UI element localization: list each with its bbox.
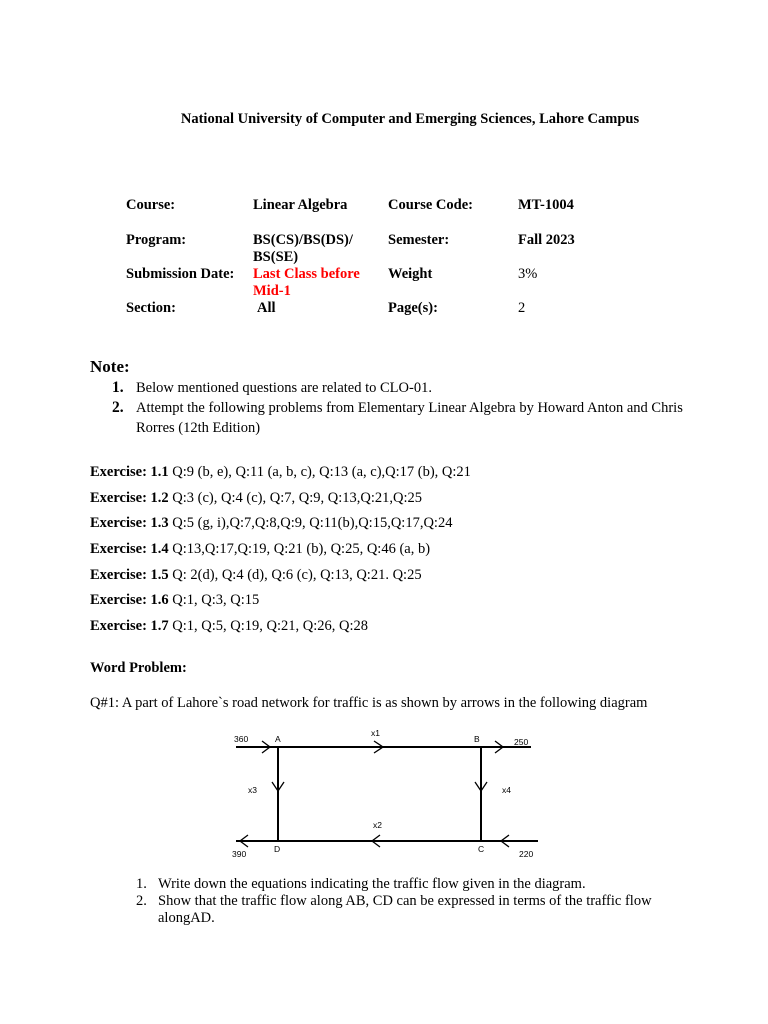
sub-question-list — [136, 876, 676, 927]
exercise-questions: Q:1, Q:3, Q:15 — [172, 592, 260, 609]
exercise-row — [90, 488, 710, 514]
submission-date-value-line1: Last Class before — [253, 266, 360, 282]
weight-value: 3% — [518, 266, 538, 282]
course-code-label: Course Code: — [388, 197, 473, 213]
program-label: Program: — [126, 232, 187, 248]
exercise-row — [90, 590, 710, 616]
note-list — [112, 378, 692, 438]
pages-value: 2 — [518, 300, 526, 316]
exercise-questions: Q:3 (c), Q:4 (c), Q:7, Q:9, Q:13,Q:21,Q:25 — [172, 489, 422, 506]
note-item-text: Attempt the following problems from Elementary Linear Algebra by Howard Anton and Chris Rorres (12th Edition) — [136, 400, 683, 436]
course-code-value: MT-1004 — [518, 197, 574, 213]
label-outflow-b: 250 — [514, 737, 529, 747]
semester-value: Fall 2023 — [518, 232, 575, 248]
weight-label: Weight — [388, 266, 433, 282]
traffic-network-diagram — [228, 724, 540, 864]
label-inflow-a: 360 — [234, 734, 249, 744]
note-item — [112, 398, 692, 438]
exercise-label: Exercise: 1.5 — [90, 566, 169, 583]
label-node-b: B — [474, 734, 480, 744]
label-x1: x1 — [371, 728, 380, 738]
exercise-row — [90, 539, 710, 565]
exercise-label: Exercise: 1.7 — [90, 618, 169, 635]
exercise-questions: Q:13,Q:17,Q:19, Q:21 (b), Q:25, Q:46 (a, b) — [172, 541, 431, 558]
submission-date-label: Submission Date: — [126, 266, 235, 282]
sub-question-text: Write down the equations indicating the traffic flow given in the diagram. — [158, 876, 586, 892]
sub-question-number: 2. — [136, 893, 147, 909]
program-value-line1: BS(CS)/BS(DS)/ — [253, 232, 353, 248]
sub-question-item — [136, 893, 676, 927]
semester-label: Semester: — [388, 232, 450, 248]
page-title: National University of Computer and Emerging Sciences, Lahore Campus — [180, 111, 640, 127]
note-item-number: 2. — [112, 399, 124, 416]
exercise-row — [90, 513, 710, 539]
note-item-number: 1. — [112, 379, 124, 396]
sub-question-number: 1. — [136, 876, 147, 892]
exercise-row — [90, 565, 710, 591]
note-item — [112, 378, 692, 398]
exercise-label: Exercise: 1.2 — [90, 489, 169, 506]
exercise-label: Exercise: 1.4 — [90, 541, 169, 558]
label-node-a: A — [275, 734, 281, 744]
label-outflow-d: 390 — [232, 849, 247, 859]
pages-label: Page(s): — [388, 300, 438, 316]
exercise-row — [90, 616, 710, 642]
exercise-questions: Q: 2(d), Q:4 (d), Q:6 (c), Q:13, Q:21. Q:25 — [172, 566, 422, 583]
exercise-label: Exercise: 1.3 — [90, 515, 169, 532]
sub-question-item — [136, 876, 676, 893]
label-x3: x3 — [248, 785, 257, 795]
exercise-questions: Q:5 (g, i),Q:7,Q:8,Q:9, Q:11(b),Q:15,Q:17,Q:24 — [172, 515, 453, 532]
exercise-questions: Q:1, Q:5, Q:19, Q:21, Q:26, Q:28 — [172, 618, 369, 635]
section-value: All — [257, 300, 276, 316]
label-x4: x4 — [502, 785, 511, 795]
word-problem-heading: Word Problem: — [90, 660, 187, 676]
label-inflow-c: 220 — [519, 849, 534, 859]
label-node-d: D — [274, 844, 281, 854]
section-label: Section: — [126, 300, 176, 316]
exercise-label: Exercise: 1.1 — [90, 464, 169, 480]
submission-date-value-line2: Mid-1 — [253, 283, 291, 299]
exercise-label: Exercise: 1.6 — [90, 592, 169, 609]
exercise-list — [90, 462, 710, 642]
label-x2: x2 — [373, 820, 382, 830]
exercise-row — [90, 462, 710, 488]
program-value-line2: BS(SE) — [253, 249, 299, 265]
note-item-text: Below mentioned questions are related to CLO-01. — [136, 380, 432, 396]
sub-question-text: Show that the traffic flow along AB, CD can be expressed in terms of the traffic flow alongAD. — [158, 893, 652, 926]
note-heading: Note: — [90, 357, 130, 376]
course-value: Linear Algebra — [253, 197, 348, 213]
label-node-c: C — [478, 844, 485, 854]
word-problem-question: Q#1: A part of Lahore`s road network for traffic is as shown by arrows in the following diagram — [90, 695, 648, 711]
course-label: Course: — [126, 197, 176, 213]
exercise-questions: Q:9 (b, e), Q:11 (a, b, c), Q:13 (a, c),Q:17 (b), Q:21 — [172, 464, 471, 480]
